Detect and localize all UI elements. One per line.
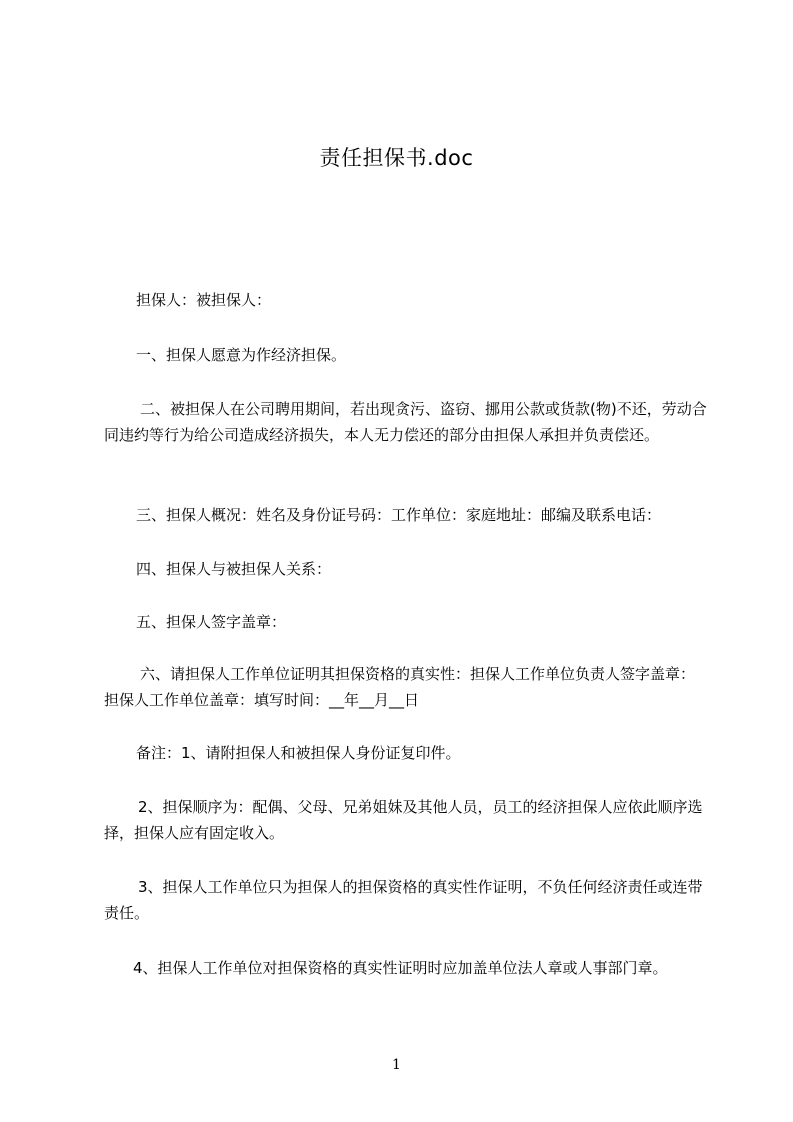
document-title: 责任担保书.doc [319,146,474,170]
paragraph-note-1: 备注：1、请附担保人和被担保人身份证复印件。 [136,744,461,762]
paragraph-clause-3: 三、担保人概况：姓名及身份证号码：工作单位：家庭地址：邮编及联系电话： [136,506,662,524]
paragraph-clause-4: 四、担保人与被担保人关系： [136,560,332,578]
paragraph-note-3: 3、担保人工作单位只为担保人的担保资格的真实性作证明，不负任何经济责任或连带责任。 [104,878,703,922]
paragraph-clause-1: 一、担保人愿意为作经济担保。 [136,346,347,364]
page-number: 1 [392,1057,401,1073]
paragraph-note-4: 4、担保人工作单位对担保资格的真实性证明时应加盖单位法人章或人事部门章。 [133,959,668,977]
paragraph-clause-2: 二、被担保人在公司聘用期间，若出现贪污、盗窃、挪用公款或货款(物)不还，劳动合同违约等行为给公司造成经济损失，本人无力偿还的部分由担保人承担并负责偿还。 [104,400,707,444]
paragraph-clause-5: 五、担保人签字盖章： [136,613,287,631]
paragraph-guarantor-parties: 担保人：被担保人： [136,291,272,309]
paragraph-clause-6: 六、请担保人工作单位证明其担保资格的真实性：担保人工作单位负责人签字盖章：担保人工作单位盖章：填写时间：__年__月__日 [104,665,696,709]
paragraph-note-2: 2、担保顺序为：配偶、父母、兄弟姐妹及其他人员，员工的经济担保人应依此顺序选择，担保人应有固定收入。 [104,798,703,842]
